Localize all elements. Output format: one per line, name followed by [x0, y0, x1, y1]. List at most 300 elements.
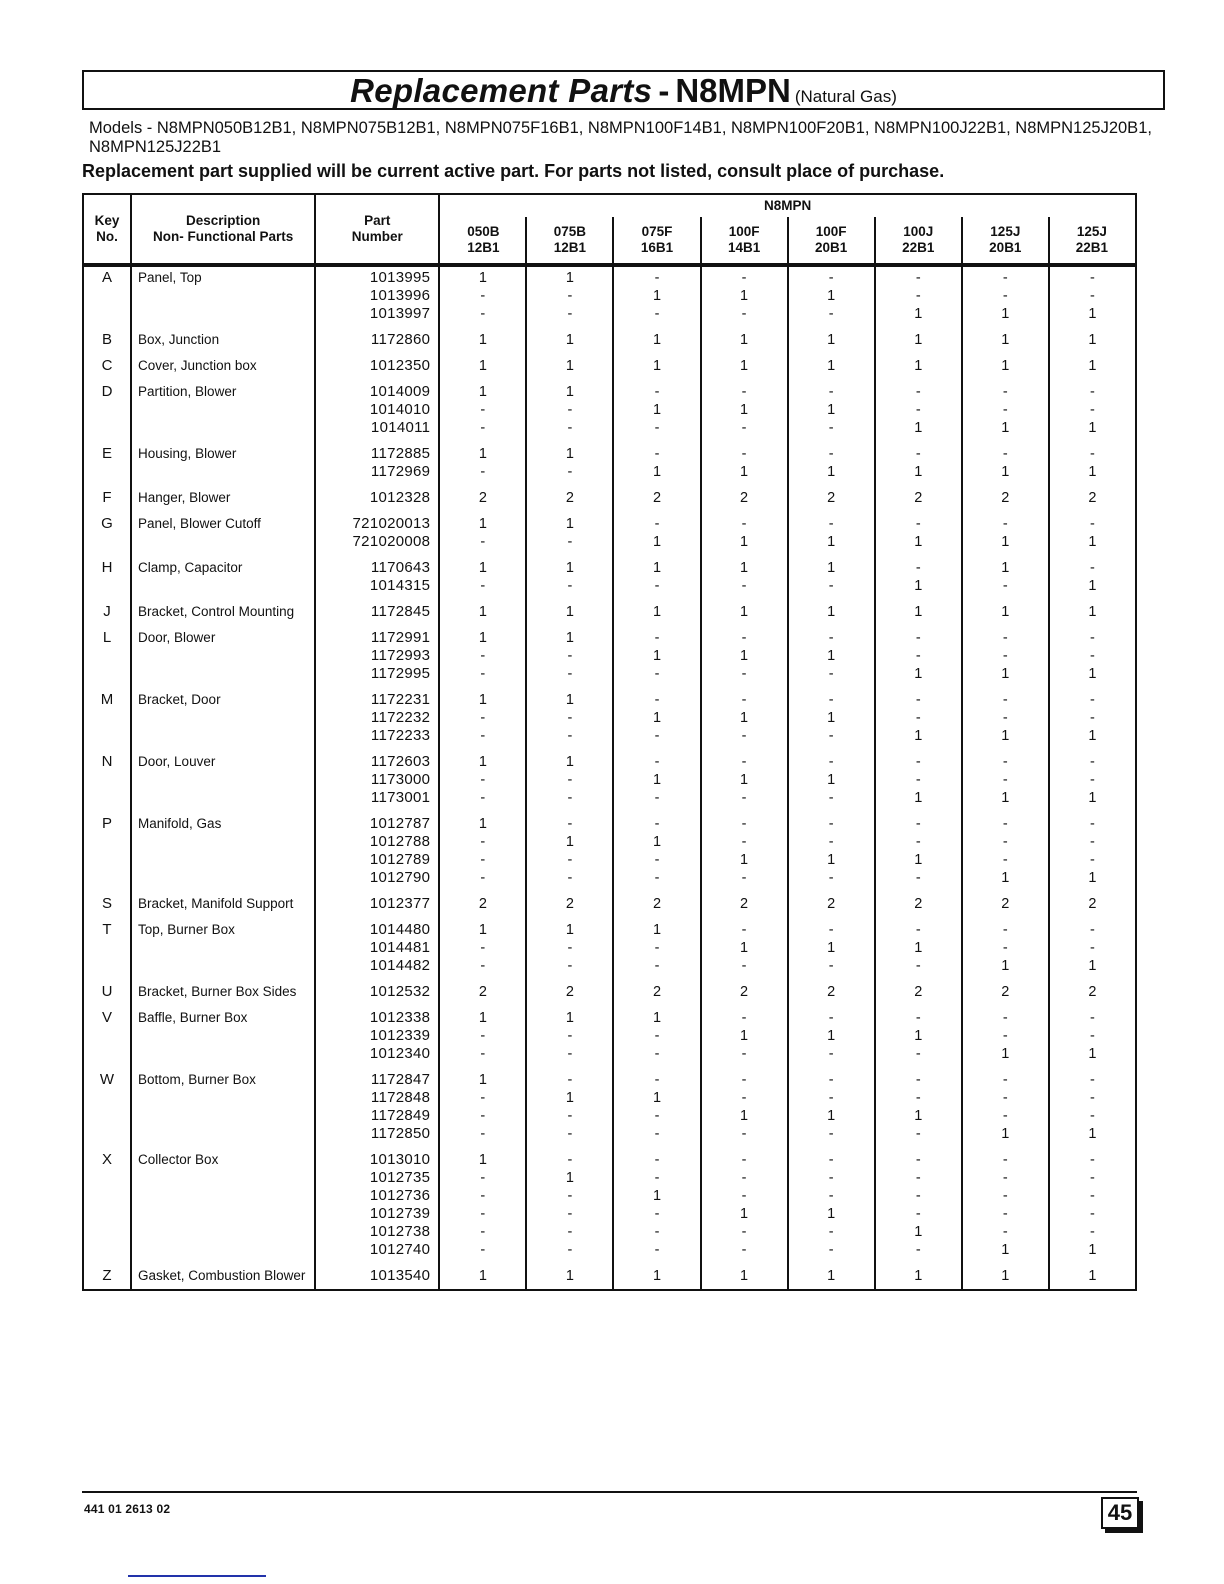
quantity-cell: 1	[875, 327, 962, 353]
part-number: 1172969	[370, 463, 431, 480]
part-description: Panel, Top	[131, 265, 315, 327]
quantity-cell: - 1	[613, 441, 700, 485]
quantity-cell: - 1 -	[788, 265, 875, 327]
quantity-cell: - - 1	[875, 379, 962, 441]
quantity-cell: 1 - - -	[478, 1072, 487, 1142]
replacement-notice: Replacement part supplied will be current active part. For parts not listed, consult place of purchase.	[82, 161, 945, 181]
quantity-cell: - - - 1	[1049, 811, 1136, 891]
header-model-1: 050B 12B1	[439, 217, 526, 265]
quantity-cell: 1	[1049, 353, 1136, 379]
title-model: N8MPN	[675, 72, 791, 109]
page-title: Replacement Parts	[350, 72, 653, 109]
quantity-cell: - 1 - - - -	[526, 1147, 613, 1263]
quantity-cell: - 1 -	[875, 917, 962, 979]
quantity-cell: - 1 -	[701, 625, 788, 687]
quantity-cell: - 1	[962, 441, 1049, 485]
quantity-cell: 1 -	[701, 555, 788, 599]
quantity-cell: 1	[788, 353, 875, 379]
link-underline	[128, 1575, 266, 1577]
quantity-cell: 2	[701, 485, 788, 511]
quantity-cell: 1 - - -	[478, 816, 487, 886]
quantity-cell: 2	[962, 979, 1049, 1005]
part-numbers	[315, 1005, 439, 1067]
part-number: 1172850	[370, 1125, 431, 1142]
quantity-cell: 2	[701, 891, 788, 917]
quantity-cell: 1	[875, 1263, 962, 1290]
quantity-cell: - - 1 -	[875, 1067, 962, 1147]
part-number: 1012787	[369, 815, 431, 832]
part-number: 1012735	[369, 1169, 431, 1186]
quantity-cell: 1	[701, 353, 788, 379]
quantity-cell: 1 - -	[478, 270, 487, 322]
part-numbers	[315, 687, 439, 749]
quantity-cell: 2	[526, 891, 613, 917]
table-row	[83, 485, 1136, 511]
quantity-cell: - 1	[962, 511, 1049, 555]
quantity-cell: - 1	[788, 441, 875, 485]
quantity-cell: - 1 - -	[613, 1067, 700, 1147]
table-row	[83, 1147, 1136, 1263]
quantity-cell: - 1	[1049, 511, 1136, 555]
header-model-5: 100F 20B1	[788, 217, 875, 265]
document-code: 441 01 2613 02	[84, 1502, 171, 1516]
part-description: Gasket, Combustion Blower	[131, 1263, 315, 1290]
part-numbers	[315, 1147, 439, 1263]
quantity-cell: - 1 - -	[526, 811, 613, 891]
quantity-cell: - 1 -	[701, 379, 788, 441]
quantity-cell: 1 - -	[526, 749, 613, 811]
key-no: C	[83, 353, 131, 379]
quantity-cell: 1 - -	[613, 1005, 700, 1067]
part-number: 721020013	[352, 515, 431, 532]
quantity-cell: - 1	[875, 441, 962, 485]
quantity-cell: 1	[613, 1263, 700, 1290]
quantity-cell: 1 - -	[613, 917, 700, 979]
table-row	[83, 441, 1136, 485]
quantity-cell: 1	[962, 353, 1049, 379]
quantity-cell: - 1 -	[875, 1005, 962, 1067]
quantity-cell: - - 1	[962, 265, 1049, 327]
quantity-cell: - - - 1	[962, 811, 1049, 891]
part-description: Bracket, Control Mounting	[131, 599, 315, 625]
quantity-cell: - - 1	[1049, 687, 1136, 749]
key-no: N	[83, 749, 131, 811]
quantity-cell: - - 1 - - -	[613, 1147, 700, 1263]
quantity-cell: - - 1	[875, 687, 962, 749]
quantity-cell: - - 1	[962, 687, 1049, 749]
quantity-cell: 1	[788, 327, 875, 353]
quantity-cell: 1 -	[526, 441, 613, 485]
quantity-cell: 1	[875, 353, 962, 379]
part-numbers	[315, 441, 439, 485]
part-numbers	[315, 811, 439, 891]
quantity-cell: 2	[1049, 891, 1136, 917]
quantity-cell: 1 - -	[478, 630, 487, 682]
quantity-cell: - - 1	[962, 379, 1049, 441]
quantity-cell: 1	[613, 327, 700, 353]
part-numbers	[315, 265, 439, 327]
quantity-cell: - - 1	[1049, 265, 1136, 327]
part-number: 1012788	[369, 833, 431, 850]
quantity-cell: 1 - -	[478, 692, 487, 744]
part-description: Bracket, Burner Box Sides	[131, 979, 315, 1005]
quantity-cell: - 1 -	[788, 625, 875, 687]
quantity-cell: - 1 -	[788, 687, 875, 749]
quantity-cell: 2	[788, 891, 875, 917]
part-numbers	[315, 917, 439, 979]
part-description: Box, Junction	[131, 327, 315, 353]
quantity-cell: - - 1	[1049, 749, 1136, 811]
part-number: 1014482	[369, 957, 431, 974]
header-model-7: 125J 20B1	[962, 217, 1049, 265]
part-number: 1013010	[369, 1151, 431, 1168]
table-row	[83, 811, 1136, 891]
quantity-cell: - 1 -	[613, 749, 700, 811]
quantity-cell: 1	[788, 599, 875, 625]
quantity-cell: - - 1	[962, 1005, 1049, 1067]
models-list: Models - N8MPN050B12B1, N8MPN075B12B1, N8MPN075F16B1, N8MPN100F14B1, N8MPN100F20B1, N8MPN100J22B1, N8MPN125J20B1, N8MPN125J22B1	[89, 119, 1152, 156]
part-number: 1014010	[369, 401, 431, 418]
key-no: G	[83, 511, 131, 555]
quantity-cell: - 1 -	[788, 1005, 875, 1067]
part-number: 1172849	[370, 1107, 431, 1124]
table-row	[83, 379, 1136, 441]
table-row	[83, 749, 1136, 811]
part-numbers	[315, 511, 439, 555]
key-no: H	[83, 555, 131, 599]
quantity-cell: - 1	[875, 555, 962, 599]
header-model-3: 075F 16B1	[613, 217, 700, 265]
quantity-cell: 1	[526, 353, 613, 379]
quantity-cell: 1 -	[613, 555, 700, 599]
quantity-cell: 1 - -	[478, 384, 487, 436]
quantity-cell: - - 1	[1049, 379, 1136, 441]
part-number: 1172848	[370, 1089, 431, 1106]
part-number: 1012328	[369, 489, 431, 506]
quantity-cell: - 1 -	[613, 379, 700, 441]
quantity-cell: 2	[788, 485, 875, 511]
quantity-cell: 2	[1049, 979, 1136, 1005]
part-number: 1014480	[369, 921, 431, 938]
quantity-cell: 2	[478, 490, 487, 506]
part-number: 1014009	[369, 383, 431, 400]
quantity-cell: - 1 -	[788, 917, 875, 979]
quantity-cell: 1	[478, 604, 487, 620]
table-row	[83, 917, 1136, 979]
quantity-cell: 1 -	[478, 446, 487, 480]
part-number: 1014011	[370, 419, 431, 436]
part-number: 1172847	[370, 1071, 431, 1088]
key-no: S	[83, 891, 131, 917]
key-no: Z	[83, 1263, 131, 1290]
quantity-cell: 1 -	[478, 516, 487, 550]
key-no: B	[83, 327, 131, 353]
key-no: V	[83, 1005, 131, 1067]
quantity-cell: 2	[613, 979, 700, 1005]
quantity-cell: - - 1	[962, 917, 1049, 979]
quantity-cell: 1 -	[788, 555, 875, 599]
header-model-6: 100J 22B1	[875, 217, 962, 265]
parts-table	[82, 193, 1137, 1291]
part-number: 1012736	[369, 1187, 431, 1204]
quantity-cell: 2	[701, 979, 788, 1005]
part-number: 1012338	[369, 1009, 431, 1026]
part-description: Top, Burner Box	[131, 917, 315, 979]
quantity-cell: 2	[613, 891, 700, 917]
quantity-cell: 2	[526, 979, 613, 1005]
part-number: 1172231	[370, 691, 431, 708]
quantity-cell: - 1	[701, 441, 788, 485]
quantity-cell: - 1 -	[788, 749, 875, 811]
table-row	[83, 327, 1136, 353]
quantity-cell: - - 1	[875, 749, 962, 811]
part-number: 1173001	[370, 789, 431, 806]
quantity-cell: 1 -	[526, 555, 613, 599]
quantity-cell: - - 1	[962, 749, 1049, 811]
part-number: 1012789	[369, 851, 431, 868]
part-numbers	[315, 555, 439, 599]
page-title-box	[82, 70, 1165, 110]
part-number: 1172995	[370, 665, 431, 682]
part-description: Housing, Blower	[131, 441, 315, 485]
quantity-cell: 1 - -	[526, 1005, 613, 1067]
quantity-cell: 2	[788, 979, 875, 1005]
part-number: 1013540	[369, 1267, 431, 1284]
header-model-2: 075B 12B1	[526, 217, 613, 265]
quantity-cell: 1 - -	[526, 625, 613, 687]
quantity-cell: 1	[1049, 327, 1136, 353]
part-numbers	[315, 379, 439, 441]
quantity-cell: - 1	[613, 511, 700, 555]
quantity-cell: 2	[478, 896, 487, 912]
part-number: 1012738	[369, 1223, 431, 1240]
table-row	[83, 891, 1136, 917]
table-row	[83, 599, 1136, 625]
part-number: 1170643	[370, 559, 431, 576]
quantity-cell: - - - - - 1	[962, 1147, 1049, 1263]
key-no: W	[83, 1067, 131, 1147]
table-row	[83, 555, 1136, 599]
part-number: 1012532	[369, 983, 431, 1000]
part-number: 1013996	[369, 287, 431, 304]
title-fuel-type: (Natural Gas)	[794, 87, 897, 106]
part-number: 1172603	[370, 753, 431, 770]
key-no: J	[83, 599, 131, 625]
part-number: 1012339	[369, 1027, 431, 1044]
header-model-4: 100F 14B1	[701, 217, 788, 265]
quantity-cell: 1	[788, 1263, 875, 1290]
quantity-cell: - 1 -	[613, 265, 700, 327]
quantity-cell: 1 -	[478, 560, 487, 594]
part-description: Manifold, Gas	[131, 811, 315, 891]
part-description: Cover, Junction box	[131, 353, 315, 379]
quantity-cell: 2	[875, 485, 962, 511]
header-model-group: N8MPN	[764, 198, 812, 213]
part-number: 1014481	[369, 939, 431, 956]
part-description: Bracket, Door	[131, 687, 315, 749]
quantity-cell: 1	[875, 599, 962, 625]
key-no: P	[83, 811, 131, 891]
table-row	[83, 1005, 1136, 1067]
quantity-cell: 2	[478, 984, 487, 1000]
table-row	[83, 625, 1136, 687]
part-description: Panel, Blower Cutoff	[131, 511, 315, 555]
quantity-cell: 2	[875, 891, 962, 917]
quantity-cell: 1	[526, 1263, 613, 1290]
part-numbers	[315, 599, 439, 625]
part-numbers	[315, 327, 439, 353]
table-row	[83, 687, 1136, 749]
quantity-cell: - 1 - -	[613, 811, 700, 891]
quantity-cell: 1	[962, 327, 1049, 353]
quantity-cell: 1	[526, 327, 613, 353]
quantity-cell: - 1	[875, 511, 962, 555]
key-no: M	[83, 687, 131, 749]
quantity-cell: 1 - -	[526, 265, 613, 327]
quantity-cell: - 1 -	[613, 625, 700, 687]
part-number: 1012350	[369, 357, 431, 374]
part-description: Door, Louver	[131, 749, 315, 811]
quantity-cell: 1	[478, 332, 487, 348]
quantity-cell: 2	[962, 891, 1049, 917]
key-no: E	[83, 441, 131, 485]
quantity-cell: - 1	[788, 511, 875, 555]
quantity-cell: - 1 -	[701, 265, 788, 327]
quantity-cell: - - - 1 - -	[701, 1147, 788, 1263]
part-number: 1172232	[370, 709, 431, 726]
title-separator: -	[658, 72, 670, 109]
header-part-number: Part Number	[315, 194, 439, 265]
quantity-cell: - 1	[701, 511, 788, 555]
part-description: Clamp, Capacitor	[131, 555, 315, 599]
part-description: Collector Box	[131, 1147, 315, 1263]
table-row	[83, 511, 1136, 555]
quantity-cell: 2	[526, 485, 613, 511]
quantity-cell: 1	[526, 599, 613, 625]
page-number: 45	[1101, 1497, 1139, 1529]
quantity-cell: - - 1	[1049, 1005, 1136, 1067]
quantity-cell: 1 - -	[478, 1010, 487, 1062]
part-number: 1012790	[369, 869, 431, 886]
part-number: 1012740	[369, 1241, 431, 1258]
table-row	[83, 353, 1136, 379]
part-number: 1172885	[370, 445, 431, 462]
quantity-cell: - 1 - -	[526, 1067, 613, 1147]
quantity-cell: - - 1	[1049, 625, 1136, 687]
part-description: Baffle, Burner Box	[131, 1005, 315, 1067]
quantity-cell: 1 - - - - -	[478, 1152, 487, 1258]
quantity-cell: 1	[701, 599, 788, 625]
key-no: T	[83, 917, 131, 979]
part-number: 1172845	[370, 603, 431, 620]
part-number: 1013995	[369, 269, 431, 286]
part-number: 1172993	[370, 647, 431, 664]
quantity-cell: 1	[478, 1268, 487, 1284]
quantity-cell: - 1 -	[701, 1005, 788, 1067]
part-numbers	[315, 1263, 439, 1290]
quantity-cell: 1 -	[962, 555, 1049, 599]
part-description: Bottom, Burner Box	[131, 1067, 315, 1147]
quantity-cell: - - - - - 1	[1049, 1147, 1136, 1263]
part-description: Door, Blower	[131, 625, 315, 687]
part-description: Hanger, Blower	[131, 485, 315, 511]
quantity-cell: 1	[1049, 599, 1136, 625]
part-numbers	[315, 485, 439, 511]
quantity-cell: 1	[962, 599, 1049, 625]
table-row	[83, 1263, 1136, 1290]
quantity-cell: 2	[613, 485, 700, 511]
quantity-cell: - - 1 -	[701, 811, 788, 891]
part-description: Partition, Blower	[131, 379, 315, 441]
quantity-cell: - 1 -	[701, 749, 788, 811]
quantity-cell: - - 1 -	[788, 1067, 875, 1147]
quantity-cell: - - 1 -	[875, 811, 962, 891]
part-number: 1172860	[370, 331, 431, 348]
quantity-cell: - - - 1 - -	[788, 1147, 875, 1263]
part-numbers	[315, 749, 439, 811]
header-model-8: 125J 22B1	[1049, 217, 1136, 265]
quantity-cell: 1	[478, 358, 487, 374]
part-number: 1012739	[369, 1205, 431, 1222]
part-number: 721020008	[352, 533, 431, 550]
header-key-no: Key No.	[83, 194, 131, 265]
part-number: 1014315	[369, 577, 431, 594]
part-number: 1172991	[370, 629, 431, 646]
quantity-cell: 1	[613, 353, 700, 379]
part-number: 1012377	[369, 895, 431, 912]
part-numbers	[315, 1067, 439, 1147]
key-no: A	[83, 265, 131, 327]
quantity-cell: - 1 -	[701, 917, 788, 979]
quantity-cell: - - 1	[875, 625, 962, 687]
quantity-cell: - - - 1	[962, 1067, 1049, 1147]
quantity-cell: 1	[613, 599, 700, 625]
part-numbers	[315, 625, 439, 687]
table-row	[83, 265, 1136, 327]
quantity-cell: - 1 -	[613, 687, 700, 749]
quantity-cell: 1 - -	[526, 379, 613, 441]
part-number: 1013997	[369, 305, 431, 322]
part-description: Bracket, Manifold Support	[131, 891, 315, 917]
part-numbers	[315, 979, 439, 1005]
quantity-cell: - 1 -	[701, 687, 788, 749]
quantity-cell: - - 1 -	[788, 811, 875, 891]
quantity-cell: 1	[1049, 1263, 1136, 1290]
quantity-cell: 2	[875, 979, 962, 1005]
quantity-cell: - - - - 1 -	[875, 1147, 962, 1263]
quantity-cell: - - 1	[962, 625, 1049, 687]
table-row	[83, 1067, 1136, 1147]
part-number: 1012340	[369, 1045, 431, 1062]
quantity-cell: - - - 1	[1049, 1067, 1136, 1147]
part-numbers	[315, 891, 439, 917]
table-row	[83, 979, 1136, 1005]
key-no: F	[83, 485, 131, 511]
quantity-cell: 1 - -	[526, 687, 613, 749]
quantity-cell: - 1 -	[788, 379, 875, 441]
quantity-cell: - - 1 -	[701, 1067, 788, 1147]
quantity-cell: 1	[962, 1263, 1049, 1290]
quantity-cell: 1 -	[526, 511, 613, 555]
key-no: L	[83, 625, 131, 687]
quantity-cell: 1 - -	[478, 754, 487, 806]
quantity-cell: 1	[701, 1263, 788, 1290]
part-number: 1172233	[370, 727, 431, 744]
part-numbers	[315, 353, 439, 379]
key-no: U	[83, 979, 131, 1005]
part-number: 1173000	[370, 771, 431, 788]
quantity-cell: 1 - -	[526, 917, 613, 979]
